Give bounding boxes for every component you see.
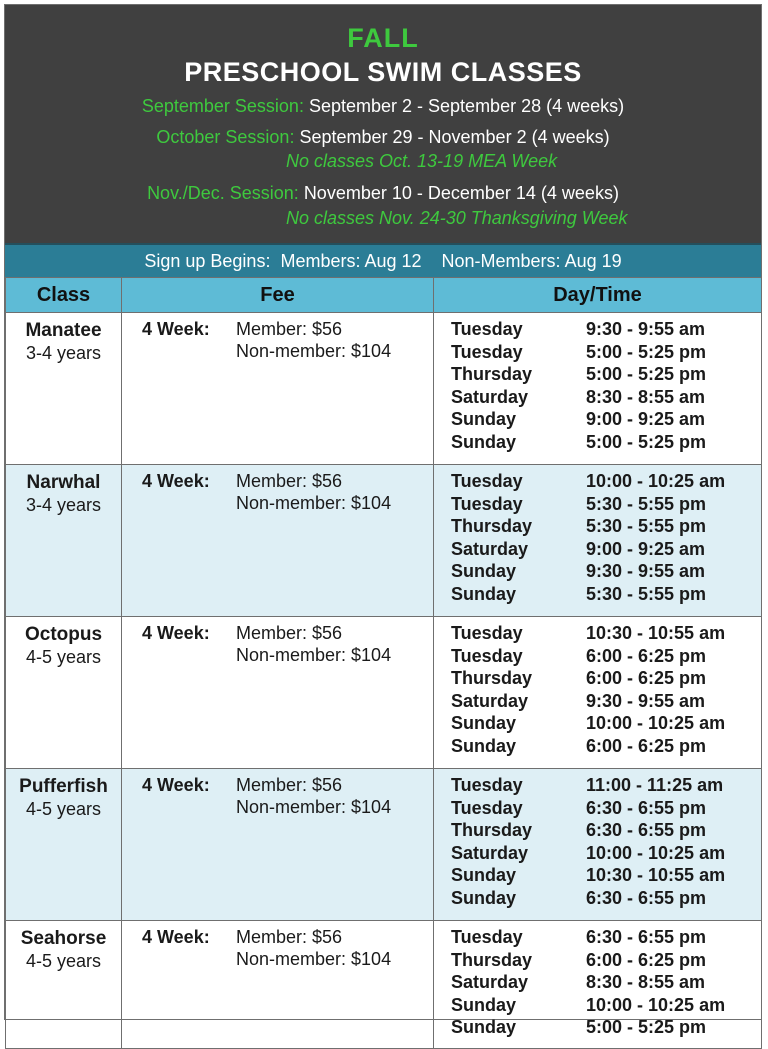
fee-duration: 4 Week:	[142, 623, 210, 643]
schedule-day: Saturday	[451, 386, 529, 407]
schedule-entry	[434, 994, 761, 1017]
fee-duration: 4 Week:	[142, 775, 210, 795]
schedule-time: 10:30 - 10:55 am	[586, 623, 726, 643]
schedule-day: Sunday	[451, 994, 517, 1015]
schedule-entry	[434, 797, 761, 820]
schedule-time: 9:00 - 9:25 am	[586, 409, 706, 430]
schedule-time: 6:00 - 6:25 pm	[586, 735, 707, 756]
flyer-header	[5, 5, 761, 243]
schedule-entry	[434, 667, 761, 690]
schedule-time: 6:00 - 6:25 pm	[586, 668, 707, 689]
schedule-time: 10:00 - 10:25 am	[586, 994, 726, 1015]
page-title: PRESCHOOL SWIM CLASSES	[184, 57, 582, 87]
table-row	[6, 313, 762, 465]
schedule-day: Sunday	[451, 561, 517, 582]
schedule-time: 9:30 - 9:55 am	[586, 690, 706, 711]
schedule-time: 5:00 - 5:25 pm	[586, 431, 707, 452]
schedule-day: Saturday	[451, 538, 529, 559]
nonmember-fee: Non-member: $104	[236, 797, 392, 817]
schedule-day: Sunday	[451, 713, 517, 734]
schedule-entry	[434, 712, 761, 735]
schedule-entry	[434, 971, 761, 994]
schedule-day: Tuesday	[451, 775, 523, 795]
schedule-day: Sunday	[451, 735, 517, 756]
fee-duration: 4 Week:	[142, 319, 210, 339]
schedule-day: Tuesday	[451, 341, 523, 362]
schedule-cell	[434, 465, 762, 617]
fee-cell	[122, 921, 434, 1049]
schedule-cell	[434, 769, 762, 921]
schedule-entry	[434, 1016, 761, 1039]
schedule-time: 9:30 - 9:55 am	[586, 319, 706, 339]
schedule-cell	[434, 617, 762, 769]
schedule-day: Thursday	[451, 949, 533, 970]
schedule-entry	[434, 926, 761, 949]
schedule-time: 6:00 - 6:25 pm	[586, 949, 707, 970]
table-row	[6, 465, 762, 617]
schedule-entry	[434, 819, 761, 842]
schedule-day: Tuesday	[451, 471, 523, 491]
schedule-day: Thursday	[451, 516, 533, 537]
schedule-time: 5:00 - 5:25 pm	[586, 364, 707, 385]
schedule-day: Sunday	[451, 887, 517, 908]
column-header-daytime: Day/Time	[434, 278, 762, 313]
september-session	[5, 96, 761, 117]
class-cell	[6, 769, 122, 921]
session-label: October Session:	[156, 127, 295, 147]
session-note: No classes Oct. 13-19 MEA Week	[286, 151, 558, 171]
schedule-day: Sunday	[451, 583, 517, 604]
schedule-time: 5:30 - 5:55 pm	[586, 493, 707, 514]
fee-duration: 4 Week:	[142, 927, 210, 947]
class-age: 3-4 years	[25, 343, 102, 363]
schedule-entry	[434, 493, 761, 516]
nonmember-fee: Non-member: $104	[236, 493, 392, 513]
schedule-cell	[434, 921, 762, 1049]
schedule-entry	[434, 408, 761, 431]
fee-cell	[122, 313, 434, 465]
member-fee: Member: $56	[236, 927, 343, 947]
schedule-time: 10:00 - 10:25 am	[586, 713, 726, 734]
class-name: Octopus	[24, 624, 103, 645]
class-name: Pufferfish	[19, 776, 108, 797]
class-cell	[6, 921, 122, 1049]
session-dates: September 29 - November 2 (4 weeks)	[299, 127, 610, 147]
class-age: 4-5 years	[25, 647, 102, 667]
schedule-entry	[434, 318, 761, 341]
season-title: FALL	[347, 23, 419, 53]
table-header-row	[6, 278, 762, 313]
schedule-day: Sunday	[451, 865, 517, 886]
schedule-entry	[434, 735, 761, 758]
member-fee: Member: $56	[236, 623, 343, 643]
schedule-entry	[434, 842, 761, 865]
swim-schedule-flyer	[4, 4, 762, 1038]
schedule-time: 9:30 - 9:55 am	[586, 561, 706, 582]
fee-duration: 4 Week:	[142, 471, 210, 491]
schedule-entry	[434, 887, 761, 910]
nonmember-fee: Non-member: $104	[236, 341, 392, 361]
schedule-day: Tuesday	[451, 493, 523, 514]
schedule-time: 5:00 - 5:25 pm	[586, 341, 707, 362]
schedule-entry	[434, 431, 761, 454]
schedule-time: 6:30 - 6:55 pm	[586, 820, 707, 841]
schedule-day: Thursday	[451, 668, 533, 689]
schedule-entry	[434, 949, 761, 972]
session-dates: November 10 - December 14 (4 weeks)	[303, 183, 619, 203]
schedule-entry	[434, 470, 761, 493]
schedule-day: Tuesday	[451, 319, 523, 339]
schedule-time: 6:30 - 6:55 pm	[586, 887, 707, 908]
class-cell	[6, 313, 122, 465]
schedule-time: 11:00 - 11:25 am	[586, 775, 724, 795]
class-name: Narwhal	[26, 472, 101, 493]
schedule-entry	[434, 622, 761, 645]
schedule-time: 5:30 - 5:55 pm	[586, 516, 707, 537]
class-age: 4-5 years	[25, 951, 102, 971]
schedule-day: Saturday	[451, 690, 529, 711]
member-fee: Member: $56	[236, 775, 343, 795]
nonmember-fee: Non-member: $104	[236, 645, 392, 665]
schedule-cell	[434, 313, 762, 465]
class-age: 3-4 years	[25, 495, 102, 515]
schedule-time: 6:30 - 6:55 pm	[586, 927, 707, 947]
schedule-time: 5:00 - 5:25 pm	[586, 1017, 707, 1038]
class-cell	[6, 465, 122, 617]
schedule-day: Saturday	[451, 972, 529, 993]
schedule-entry	[434, 583, 761, 606]
member-fee: Member: $56	[236, 319, 343, 339]
october-session	[5, 127, 761, 148]
nonmember-fee: Non-member: $104	[236, 949, 392, 969]
schedule-entry	[434, 774, 761, 797]
fee-cell	[122, 769, 434, 921]
session-dates: September 2 - September 28 (4 weeks)	[308, 96, 625, 116]
class-name: Seahorse	[20, 928, 107, 949]
class-name: Manatee	[25, 320, 102, 341]
session-note: No classes Nov. 24-30 Thanksgiving Week	[286, 208, 628, 228]
member-fee: Member: $56	[236, 471, 343, 491]
fee-cell	[122, 465, 434, 617]
schedule-entry	[434, 363, 761, 386]
signup-banner: Sign up Begins: Members: Aug 12 Non-Members: Aug 19	[5, 243, 761, 277]
column-header-class: Class	[6, 278, 122, 313]
schedule-time: 6:30 - 6:55 pm	[586, 797, 707, 818]
schedule-time: 6:00 - 6:25 pm	[586, 645, 707, 666]
schedule-time: 10:30 - 10:55 am	[586, 865, 726, 886]
schedule-day: Tuesday	[451, 645, 523, 666]
class-age: 4-5 years	[25, 799, 102, 819]
schedule-time: 10:00 - 10:25 am	[586, 471, 726, 491]
schedule-day: Sunday	[451, 431, 517, 452]
schedule-day: Saturday	[451, 842, 529, 863]
schedule-time: 8:30 - 8:55 am	[586, 386, 706, 407]
table-row	[6, 769, 762, 921]
schedule-entry	[434, 341, 761, 364]
schedule-entry	[434, 386, 761, 409]
schedule-day: Sunday	[451, 409, 517, 430]
schedule-day: Sunday	[451, 1017, 517, 1038]
schedule-time: 10:00 - 10:25 am	[586, 842, 726, 863]
schedule-entry	[434, 690, 761, 713]
schedule-time: 5:30 - 5:55 pm	[586, 583, 707, 604]
schedule-day: Tuesday	[451, 927, 523, 947]
schedule-entry	[434, 560, 761, 583]
session-label: Nov./Dec. Session:	[147, 183, 299, 203]
schedule-day: Tuesday	[451, 623, 523, 643]
session-label: September Session:	[141, 96, 304, 116]
schedule-entry	[434, 864, 761, 887]
schedule-day: Thursday	[451, 364, 533, 385]
fee-cell	[122, 617, 434, 769]
class-table	[5, 277, 762, 1049]
schedule-entry	[434, 645, 761, 668]
novdec-session	[5, 183, 761, 204]
schedule-day: Thursday	[451, 820, 533, 841]
column-header-fee: Fee	[122, 278, 434, 313]
schedule-time: 9:00 - 9:25 am	[586, 538, 706, 559]
schedule-time: 8:30 - 8:55 am	[586, 972, 706, 993]
schedule-day: Tuesday	[451, 797, 523, 818]
schedule-entry	[434, 538, 761, 561]
schedule-entry	[434, 515, 761, 538]
table-row	[6, 617, 762, 769]
table-row	[6, 921, 762, 1049]
class-cell	[6, 617, 122, 769]
